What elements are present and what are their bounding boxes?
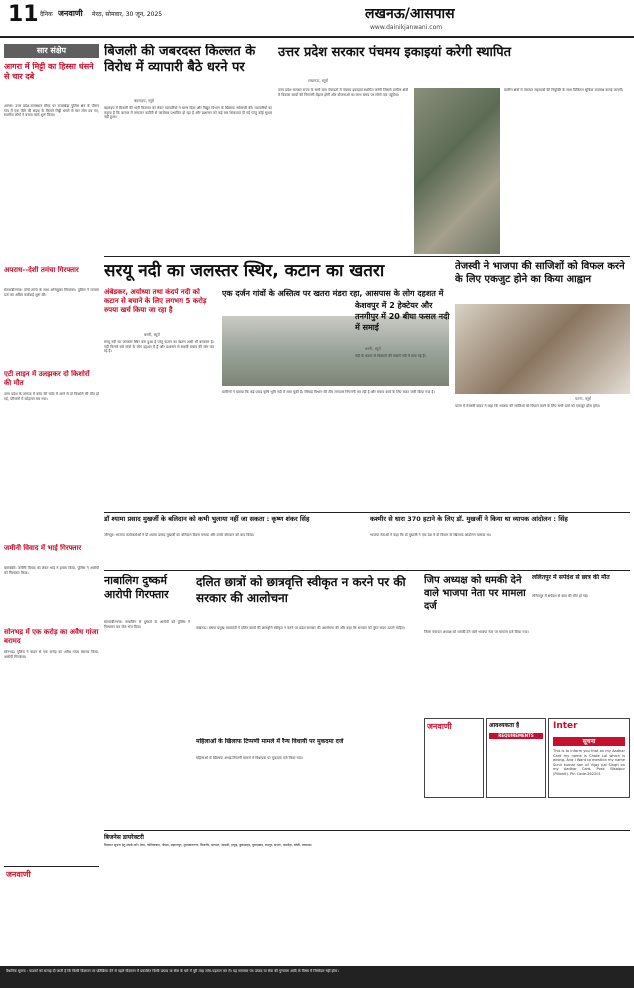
footer-text: वैधानिक सूचना : पाठकों को सलाह दी जाती है कि किसी विज्ञापन पर प्रतिक्रिया देने से पहले विज्ञापन में प्रकाशित किसी उत्पाद या सेवा के बारे में पूरी तरह जांच-पड़ताल कर लें। यह समाचार पत्र उत्पाद या सेवा की गुणवत्ता आदि के विषय में जिम्मेदार नहीं होगा। — [6, 969, 339, 973]
headline: दलित छात्रों को छात्रवृत्ति स्वीकृत न करने पर की सरकार की आलोचना — [196, 575, 406, 605]
story-lalitpur — [532, 574, 630, 714]
story-panchayat — [278, 44, 630, 254]
story-kashipur — [355, 300, 450, 510]
story-body: ग्रामीण क्षेत्रों में पंचायत सहायकों की नियुक्ति के साथ डिजिटल सुविधा उपलब्ध कराई जाएगी। — [504, 88, 624, 92]
sidebar-item-body: संतकबीरनगर। दोनों तमंचे के साथ अभियुक्त गिरफ्तार। पुलिस ने मामला दर्ज कर अग्रिम कार्रवाई शुरू की। — [4, 288, 99, 297]
headline: केशवपुर में 2 हेक्टेयर और तनगीपुर में 20 बीघा फसल नदी में समाई — [355, 301, 450, 332]
story-body: भाजपा नेताओं ने कहा कि डॉ मुखर्जी ने एक देश में दो विधान के खिलाफ आंदोलन चलाया था। — [370, 533, 492, 537]
ad-label: REQUIREMENTS — [489, 733, 543, 739]
sidebar-item-body: आगरा। उत्तर प्रदेश-राजस्थान सीमा पर राजाखेड़ा पुलिस क्षेत्र के पौरान गांव में एक पीले की सड़क के किनारे मिट्टी धंसने से चार लोग दब गए, स्थानीय लोगों ने बचाव कार्य शुरू किया। — [4, 104, 99, 118]
dateline: लखनऊ, ब्यूरो — [308, 78, 329, 83]
divider — [104, 512, 630, 513]
sidebar-item-title: आगरा में मिट्टी का हिस्सा धंसने से चार दबे — [4, 62, 94, 81]
headline: कश्मीर से धारा 370 हटाने के लिए डॉ. मुखर्जी ने किया था व्यापक आंदोलन : सिंह — [370, 515, 568, 523]
story-kashmir — [370, 515, 630, 567]
subheadline: एक दर्जन गांवों के अस्तित्व पर खतरा मंडरा रहा, आसपास के लोग दहशत में — [222, 289, 444, 298]
sidebar-item-body: सोनभद्र। पुलिस ने वाहन से एक करोड़ का अवैध गांजा बरामद किया, आरोपी गिरफ्तार। — [4, 650, 99, 659]
story-body: नदी के कटान से किसानों की फसलें नदी में समा गई हैं। — [355, 354, 426, 358]
headline: सरयू नदी का जलस्तर स्थिर, कटान का खतरा — [104, 261, 385, 281]
sidebar — [4, 44, 99, 864]
city-date: मेरठ, सोमवार, 30 जून, 2025 — [92, 11, 163, 18]
masthead-rule — [0, 36, 634, 38]
section-title: लखनऊ/आसपास — [365, 6, 455, 22]
story-minor — [104, 574, 190, 824]
sidebar-item-title: सोनभद्र में एक करोड़ का अवैध गांजा बरामद — [4, 628, 99, 645]
ad-inter — [548, 718, 630, 798]
ad-suchna: सूचना — [553, 737, 625, 746]
story-body: ललितपुर में सर्पदंश से छात्र की मौत हो गई। — [532, 594, 589, 598]
ad-title: आवश्यकता है — [489, 722, 520, 729]
website[interactable]: www.dainikjanwani.com — [370, 24, 443, 31]
photo-panchayat — [414, 88, 500, 254]
story-body: बहराइच में बिजली की भारी किल्लत को लेकर व्यापारियों ने धरना दिया और विद्युत विभाग के खिलाफ नारेबाजी की। व्यापारियों का कहना है कि बाजार में लगातार कटौती से कारोबार प्रभावित हो रहा है और प्रशासन को कई बार शिकायत दी गई परंतु कोई सुधार नहीं हुआ। — [104, 106, 272, 120]
headline: जिप अध्यक्ष को धमकी देने वाले भाजपा नेता पर मामला दर्ज — [424, 575, 526, 612]
headline: नाबालिग दुष्कर्म आरोपी गिरफ्तार — [104, 574, 169, 601]
story-body: महिलाओं के खिलाफ अभद्र टिप्पणी मामले में विधायक पर मुकदमा दर्ज किया गया। — [196, 756, 303, 760]
classifieds-body: विज्ञापन सूचना हेतु संपर्क करें। मेरठ, गाजियाबाद, नोएडा, सहारनपुर, मुजफ्फरनगर, बिजनौर, बागपत, शामली, हापुड़, बुलंदशहर, मुरादाबाद, रामपुर, संभल, अमरोहा, बरेली, लखनऊ। — [104, 843, 313, 847]
headline: डॉ श्यामा प्रसाद मुखर्जी के बलिदान को कभी भुलाया नहीं जा सकता : कृष्ण शंकर सिंह — [104, 515, 310, 523]
brand-small: जनवाणी — [6, 870, 31, 879]
story-body: जिला पंचायत अध्यक्ष को धमकी देने वाले भाजपा नेता पर मामला दर्ज किया गया। — [424, 630, 529, 634]
page-number: 11 — [8, 2, 39, 27]
story-body: संतकबीरनगर। नाबालिग से दुष्कर्म के आरोपी को पुलिस ने गिरफ्तार कर जेल भेज दिया। — [104, 620, 190, 629]
ad-requirement — [486, 718, 546, 798]
paper-label: दैनिक — [40, 11, 53, 18]
story-body: पटना में तेजस्वी यादव ने कहा कि भाजपा की साजिशों को विफल करने के लिए सभी दलों को एकजुट होना होगा। — [455, 404, 601, 408]
headline: उत्तर प्रदेश सरकार पंचमय इकाइयां करेगी स्थापित — [278, 45, 512, 60]
story-electricity — [104, 44, 272, 254]
ad-janvani — [424, 718, 484, 798]
dateline: बस्ती, ब्यूरो — [365, 346, 382, 351]
subheadline: महिलाओं के खिलाफ टिप्पणी मामले में रैन्य विधायी पर मुकदमा दर्ज — [196, 738, 344, 745]
ad-suchna-text: This is to inform you that on my Aadhar Card my name is Chote Lal which is wrong. And I Want to mention my name Sunil kumar son of Vijay pal Singh on my Aadhar Card. Post: Bisalpur (Pilibhit). Pin Code-262201 — [553, 749, 625, 776]
headline: तेजस्वी ने भाजपा की साजिशों को विफल करने के लिए एकजुट होने का किया आह्वान — [455, 261, 625, 285]
sidebar-item-title: अपराध--देशी तमंचा गिरफ्तार — [4, 266, 79, 274]
headline: ललितपुर में सर्पदंश से छात्र की मौत — [532, 574, 610, 581]
sidebar-item-body: उत्तर प्रदेश के जनपद में करंट की चपेट में आने से दो किशोरों की मौत हो गई, परिजनों में कोहराम मच गया। — [4, 392, 99, 401]
sidebar-header: सार संक्षेप — [4, 44, 99, 58]
sidebar-item-body: बाराबंकी। जमीनी विवाद को लेकर भाई ने हमला किया, पुलिस ने आरोपी को गिरफ्तार किया। — [4, 566, 99, 575]
dateline: बस्ती, ब्यूरो — [144, 332, 161, 337]
photo-caption: पटना, ब्यूरो — [575, 396, 592, 401]
story-mukherjee — [104, 515, 364, 567]
story-tejashwi — [455, 260, 630, 510]
sidebar-item-title: जमीनी विवाद में भाई गिरफ्तार — [4, 544, 82, 552]
divider — [104, 256, 630, 257]
story-body: उत्तर प्रदेश सरकार राज्य के सभी ग्राम पंचायतों में पंचमय इकाइयां स्थापित करेगी जिससे ग्रामीण क्षेत्रों में विकास कार्यों की निगरानी बेहतर होगी और योजनाओं का लाभ समय पर लोगों तक पहुंचेगा। — [278, 88, 408, 97]
classifieds-label: बिजनेस डायरेक्टरी — [104, 834, 144, 841]
story-body: सरयू नदी का जलस्तर स्थिर बना हुआ है परंतु कटान का खतरा अभी भी बरकरार है। नदी किनारे बसे गांवों के लोग दहशत में हैं और प्रशासन से स्थायी बचाव की मांग कर रहे हैं। — [104, 340, 214, 354]
footer-notice — [0, 966, 634, 988]
sidebar-item-title: एटी लाइन में उलझकर दो किशोरों की मौत — [4, 370, 90, 387]
story-body: ग्रामीणों ने बताया कि कई एकड़ कृषि भूमि नदी में समा चुकी है। सिंचाई विभाग की टीम लगातार निगरानी कर रही है और बचाव कार्य के लिए बजट जारी किया गया है। — [222, 390, 435, 394]
ad-inter-title: Inter — [553, 721, 578, 731]
brand-name: जनवाणी — [58, 9, 83, 18]
story-zipa — [424, 574, 529, 714]
lead: अंबेडकर, अयोध्या तथा कंदर्प नदी को कटान से बचाने के लिए लगभग 5 करोड़ रुपया खर्च किया जा रहा है — [104, 288, 207, 314]
photo-tejashwi — [455, 304, 630, 394]
headline: बिजली की जबरदस्त किल्लत के विरोध में व्यापारी बैठे धरने पर — [104, 44, 256, 75]
bottom-brand — [4, 866, 99, 962]
masthead — [0, 0, 634, 42]
ad-brand: जनवाणी — [427, 722, 452, 731]
story-body: लखनऊ। बसपा प्रमुख मायावती ने दलित छात्रों की छात्रवृत्ति स्वीकृत न करने पर प्रदेश सरकार की आलोचना की और कहा कि सरकार को तुरंत कदम उठाने चाहिए। — [196, 626, 406, 630]
story-body: जौनपुर। भाजपा कार्यकर्ताओं ने डॉ श्यामा प्रसाद मुखर्जी का बलिदान दिवस मनाया और उनके योगदान को याद किया। — [104, 533, 255, 537]
dateline: बहराइच, ब्यूरो — [134, 98, 155, 103]
classifieds — [104, 830, 630, 962]
story-dalit — [196, 574, 418, 824]
divider — [104, 570, 630, 571]
